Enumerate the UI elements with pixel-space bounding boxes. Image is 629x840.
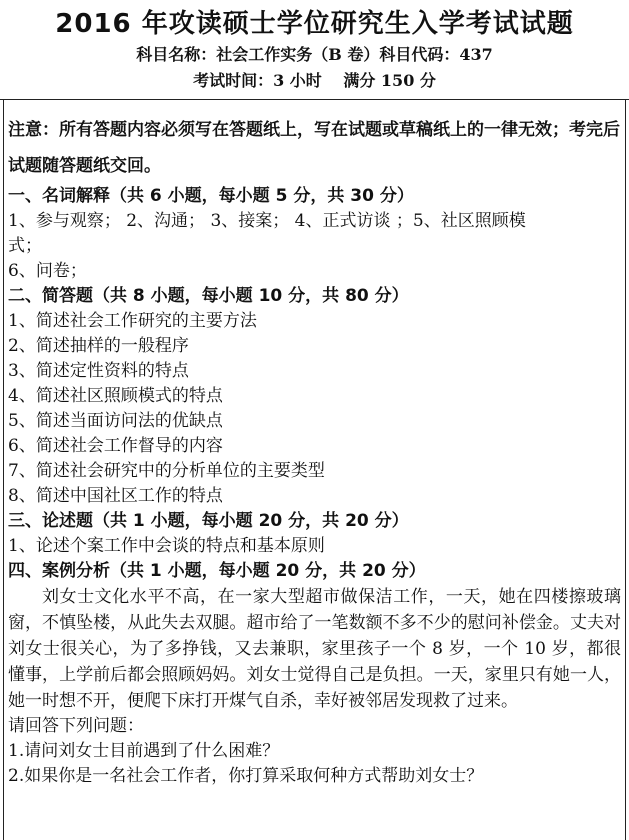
section-2-question: 2、简述抽样的一般程序 xyxy=(8,336,189,356)
notice-text: 注意：所有答题内容必须写在答题纸上，写在试题或草稿纸上的一律无效；考完后试题随答题纸交回。 xyxy=(8,120,620,176)
section-3-question: 1、论述个案工作中会谈的特点和基本原则 xyxy=(8,536,325,556)
exam-body xyxy=(8,112,621,789)
section-2-question: 1、简述社会工作研究的主要方法 xyxy=(8,311,257,331)
case-paragraph: 刘女士文化水平不高，在一家大型超市做保洁工作，一天，她在四楼擦玻璃窗，不慎坠楼，从此失去双腿。超市给了一笔数额不多不少的慰问补偿金。丈夫对刘女士很关心，为了多挣钱，又去兼职，家里孩子一个 8 岁，一个 10 岁，都很懂事，上学前后都会照顾妈妈。刘女士觉得自己是负担。一天，家里只有她一人，她一时想不开，便爬下床打开煤气自杀，幸好被邻居发现救了过来。 xyxy=(8,587,621,711)
subject-info: 科目名称：社会工作实务（B 卷）科目代码：437 xyxy=(136,45,493,64)
exam-header xyxy=(0,0,629,100)
answer-prompt: 请回答下列问题： xyxy=(8,716,144,736)
case-question-1: 1.请问刘女士目前遇到了什么困难？ xyxy=(8,741,280,761)
case-question-2: 2.如果你是一名社会工作者，你打算采取何种方式帮助刘女士？ xyxy=(8,766,484,786)
section-1-terms-line: 6、问卷； xyxy=(8,261,87,281)
section-4-heading: 四、案例分析（共 1 小题，每小题 20 分，共 20 分） xyxy=(8,561,426,581)
section-1-heading: 一、名词解释（共 6 小题，每小题 5 分，共 30 分） xyxy=(8,186,414,206)
section-1-terms-line: 1、参与观察； 2、沟通； 3、接案； 4、正式访谈 ；5、社区照顾模 xyxy=(8,211,526,231)
section-3-heading: 三、论述题（共 1 小题，每小题 20 分，共 20 分） xyxy=(8,511,409,531)
exam-time-info: 考试时间：3 小时 满分 150 分 xyxy=(193,71,436,90)
section-2-question: 3、简述定性资料的特点 xyxy=(8,361,189,381)
section-2-question: 6、简述社会工作督导的内容 xyxy=(8,436,223,456)
section-2-question: 7、简述社会研究中的分析单位的主要类型 xyxy=(8,461,325,481)
section-2-heading: 二、简答题（共 8 小题，每小题 10 分，共 80 分） xyxy=(8,286,409,306)
section-2-question: 5、简述当面访问法的优缺点 xyxy=(8,411,223,431)
section-2-question: 8、简述中国社区工作的特点 xyxy=(8,486,223,506)
exam-title: 2016 年攻读硕士学位研究生入学考试试题 xyxy=(55,9,574,39)
section-2-question: 4、简述社区照顾模式的特点 xyxy=(8,386,223,406)
section-1-terms-wrap: 式； xyxy=(8,236,42,256)
